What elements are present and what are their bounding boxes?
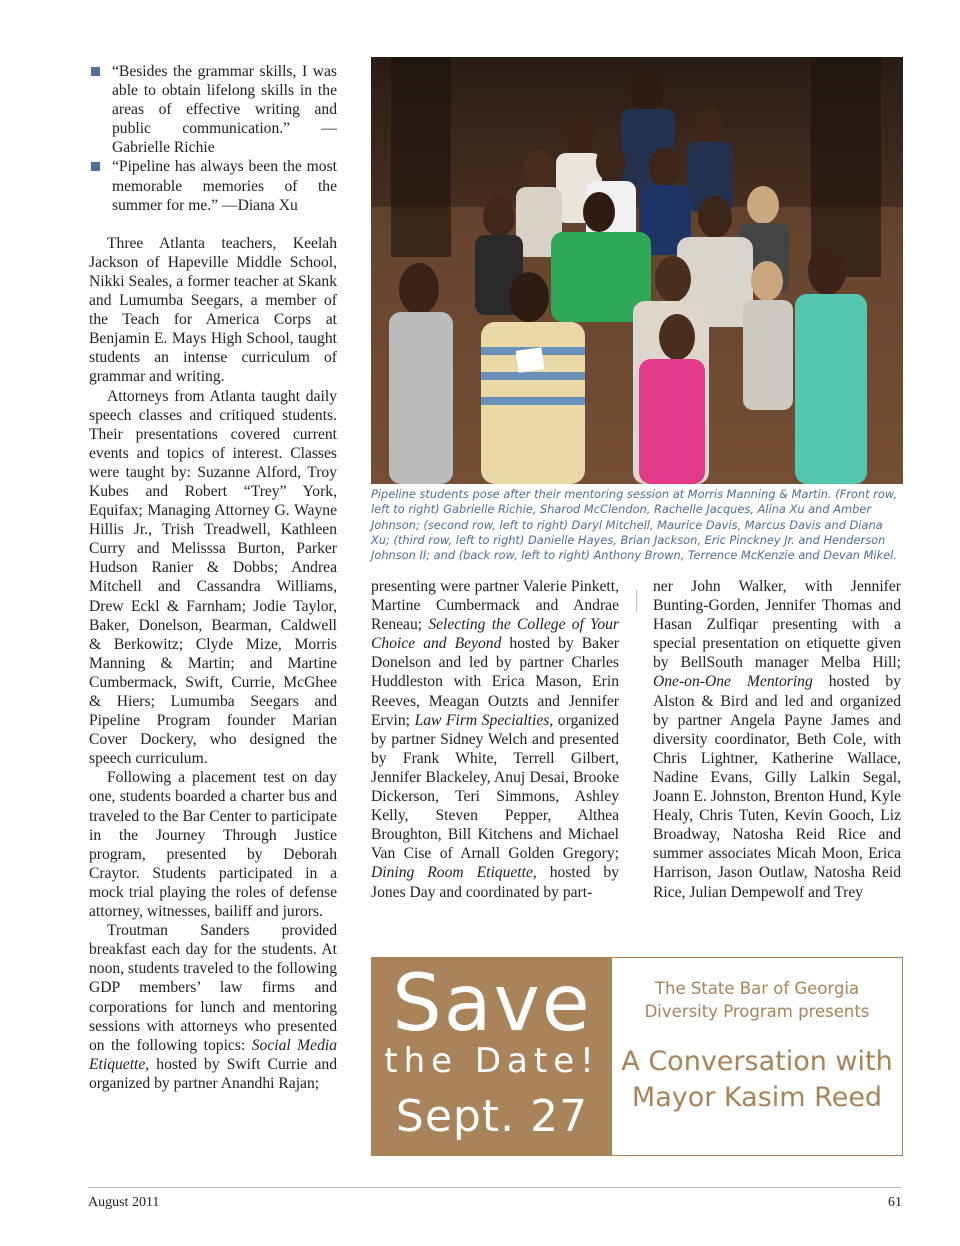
- event-date: Sept. 27: [395, 1091, 589, 1142]
- body-paragraph: [371, 577, 619, 902]
- square-bullet-icon: [91, 162, 100, 171]
- presenter-line: Diversity Program presents: [644, 1002, 870, 1021]
- body-text: hosted by Alston & Bird and led and organized by partner Angela Payne James and diversity coordinator, Beth Cole, with Chris Lightner, Katherine Wallace, Nadine Evans, Gilly Lalkin Segal, Joann E. Johnston, Brenton Hund, Kyle Healy, Chris Tuten, Kevin Gooch, Liz Broadway, Natosha Reid Rice and summer associates Micah Moon, Erica Harrison, Jason Outlaw, Natosha Reid Rice, Julian Dempewolf and Trey: [653, 673, 901, 901]
- the-date-heading: the Date!: [384, 1041, 600, 1081]
- column-divider: [636, 590, 637, 612]
- body-paragraph: Following a placement test on day one, students boarded a charter bus and traveled to the Bar Center to participate in the Journey Through Justice program, presented by Deborah Craytor. Students participated in a mock trial playing the roles of defense attorney, witnesses, bailiff and jurors.: [89, 769, 337, 921]
- topic-title: Selecting the College of Your Choice and Beyond: [371, 616, 619, 653]
- event-info-block: [612, 958, 902, 1155]
- body-paragraph: Attorneys from Atlanta taught daily speech classes and critiqued students. Their presentations covered current events and topics of interest. Classes were taught by: Suzanne Alford, Troy Kubes and Robert “Trey” York, Equifax; Managing Attorney G. Wayne Hillis Jr., Trish Treadwell, Kathleen Curry and Melisssa Burton, Parker Hudson Ranier & Dobbs; Andrea Mitchell and Cassandra Williams, Drew Eckl & Farnham; Jodie Taylor, Baker, Donelson, Bearman, Caldwell & Berkowitz; Clyde Mize, Morris Manning & Martin; and Martine Cumbermack, Swift, Currie, McGhee & Hiers; Lumumba Seegars and Pipeline Program founder Marian Cover Dockery, who designed the speech curriculum.: [89, 387, 337, 768]
- body-text: hosted by Jones Day and coordinated by part-: [371, 864, 620, 901]
- body-text: hosted by Baker Donelson and led by partner Charles Huddleston with Erica Mason, Erin Reeves, Meagan Outzts and Jennifer Ervin;: [371, 635, 619, 729]
- body-text: hosted by Swift Currie and organized by partner Anandhi Rajan;: [89, 1055, 337, 1092]
- save-heading: Save: [392, 959, 592, 1049]
- body-paragraph: [653, 577, 901, 902]
- left-column: [89, 62, 337, 1093]
- topic-title: Dining Room Etiquette,: [371, 864, 537, 882]
- body-text: presenting were partner Valerie Pinkett, Martine Cumbermack and Andrae Reneau;: [371, 578, 619, 634]
- body-paragraph: Three Atlanta teachers, Keelah Jackson of Hapeville Middle School, Nikki Seales, a former teacher at Skank and Lumumba Seegars, a member of the Teach for America Corps at Benjamin E. Mays High School, taught students an intense curriculum of grammar and writing.: [89, 234, 337, 386]
- event-title-line: Mayor Kasim Reed: [631, 1082, 883, 1113]
- save-the-date-banner: [371, 957, 903, 1156]
- quote-text: “Besides the grammar skills, I was able to obtain lifelong skills in the areas of effective writing and public communication.” —Gabrielle Richie: [112, 63, 337, 157]
- quote-text: “Pipeline has always been the most memorable memories of the summer for me.” —Diana Xu: [112, 158, 337, 214]
- right-column: [653, 577, 901, 902]
- group-photo: [371, 57, 903, 484]
- presenter-line: The State Bar of Georgia: [654, 979, 860, 998]
- body-text: Troutman Sanders provided breakfast each day for the students. At noon, students traveled to the following GDP members’ law firms and corporations for lunch and mentoring sessions with attorneys who presented on the following topics:: [89, 922, 337, 1054]
- quote-item: [89, 157, 337, 214]
- middle-column: [371, 577, 619, 902]
- footer-divider: [88, 1187, 902, 1188]
- topic-title: Social Media Etiquette,: [89, 1036, 337, 1073]
- page-number: 61: [888, 1195, 902, 1210]
- photo-caption: Pipeline students pose after their mentoring session at Morris Manning & Martin. (Front row, left to right) Gabrielle Richie, Sharod McClendon, Rachelle Jacques, Alina Xu and Amber Johnson; (second row, left to right) Daryl Mitchell, Maurice Davis, Marcus Davis and Diana Xu; (third row, left to right) Danielle Hayes, Brian Jackson, Eric Pinckney Jr. and Henderson Johnson II; and (back row, left to right) Anthony Brown, Terrence McKenzie and Devan Mikel.: [371, 487, 898, 563]
- save-the-date-block: [372, 958, 612, 1155]
- event-presenter: [612, 977, 902, 1023]
- topic-title: One-on-One Mentoring: [653, 673, 813, 691]
- issue-date: August 2011: [88, 1195, 160, 1210]
- topic-title: Law Firm Specialties: [414, 711, 550, 729]
- body-text: , organized by partner Sidney Welch and presented by Frank White, Terrell Gilbert, Jennifer Blackeley, Anuj Desai, Brooke Dickerson, Teri Simmons, Ashley Kelly, Steven Pepper, Althea Broughton, Bill Kitchens and Michael Van Cise of Arnall Golden Gregory;: [371, 711, 619, 863]
- event-title-line: A Conversation with: [621, 1046, 893, 1077]
- square-bullet-icon: [91, 67, 100, 76]
- event-title: [612, 1044, 902, 1116]
- body-paragraph: [89, 921, 337, 1093]
- group-photo-illustration: [371, 57, 903, 484]
- body-text: ner John Walker, with Jennifer Bunting-Gorden, Jennifer Thomas and Hasan Zulfiqar presenting with a special presentation on etiquette given by BellSouth manager Melba Hill;: [653, 578, 901, 672]
- quote-item: [89, 62, 337, 157]
